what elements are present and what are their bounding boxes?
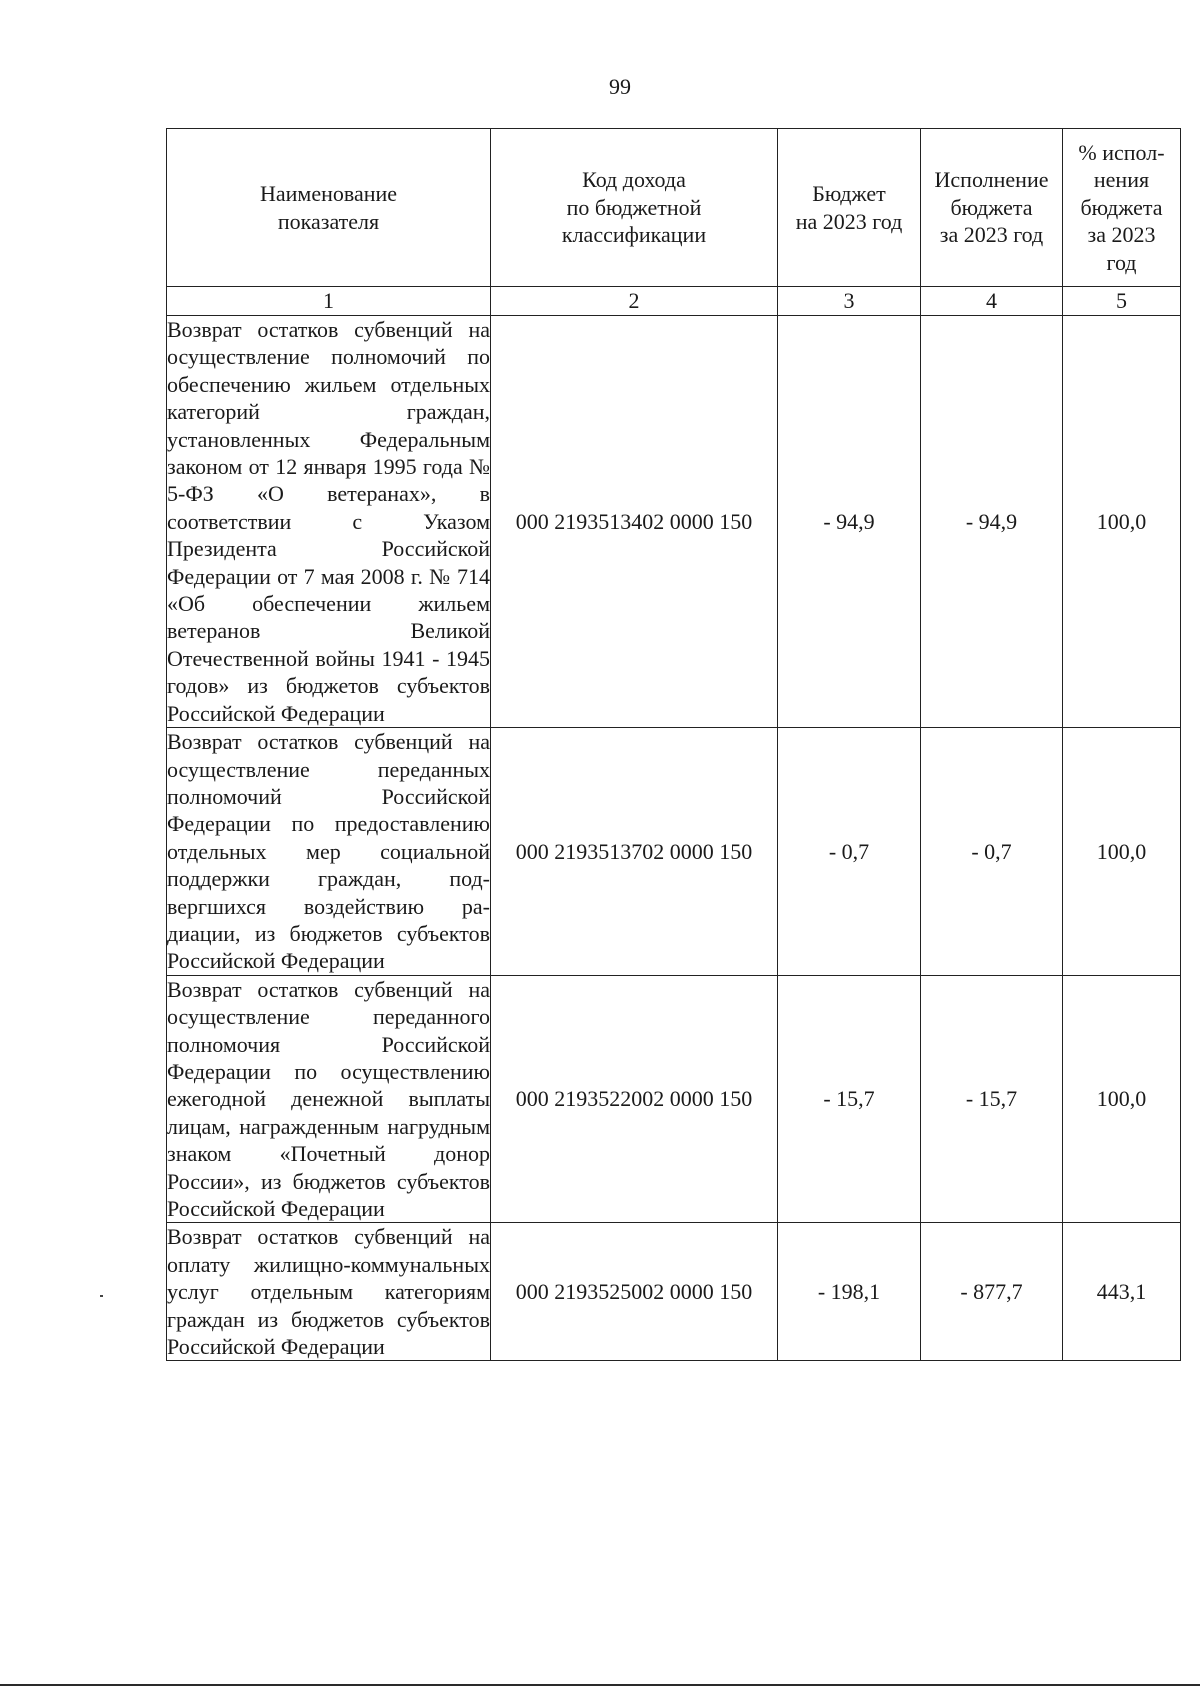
column-number-row xyxy=(167,287,1181,316)
header-execution xyxy=(921,129,1063,287)
execution-value: - 94,9 xyxy=(921,316,1063,728)
percent-value: 100,0 xyxy=(1063,316,1181,728)
column-number: 1 xyxy=(167,287,491,316)
header-budget xyxy=(778,129,921,287)
execution-value: - 15,7 xyxy=(921,975,1063,1223)
header-label: Исполнение бюджета за 2023 год xyxy=(934,167,1049,248)
scan-speck xyxy=(100,1295,103,1297)
income-code: 000 2193522002 0000 150 xyxy=(491,975,778,1223)
execution-value: - 877,7 xyxy=(921,1223,1063,1361)
table-header-row xyxy=(167,129,1181,287)
page-bottom-rule xyxy=(0,1684,1200,1686)
header-label: Бюджет на 2023 год xyxy=(795,181,903,234)
income-code: 000 2193525002 0000 150 xyxy=(491,1223,778,1361)
budget-table xyxy=(166,128,1181,1361)
header-label: Код дохода по бюджетной классификации xyxy=(561,167,707,248)
header-indicator-name xyxy=(167,129,491,287)
indicator-name: Возврат остатков субвенций на осуществление переданного полномочия Российской Федерации по осуществлению ежегодной денежной выплаты лицам, награжденным нагрудным знаком «Почетный донор России», из бюджетов субъектов Российской Федерации xyxy=(167,976,490,1221)
percent-value: 100,0 xyxy=(1063,975,1181,1223)
income-code: 000 2193513702 0000 150 xyxy=(491,728,778,976)
budget-value: - 198,1 xyxy=(778,1223,921,1361)
table-row xyxy=(167,728,1181,976)
column-number: 5 xyxy=(1063,287,1181,316)
percent-value: 443,1 xyxy=(1063,1223,1181,1361)
page-number: 99 xyxy=(609,74,631,99)
indicator-name: Возврат остатков субвенций на осуществление полномочий по обеспечению жильем отдельных категорий граждан, установленных Федеральным законом от 12 января 1995 года № 5-ФЗ «О ветеранах», в соответствии с Указом Президента Российской Федерации от 7 мая 2008 г. № 714 «Об обеспечении жильем ветеранов Великой Отечественной войны 1941 - 1945 годов» из бюджетов субъектов Российской Федерации xyxy=(167,317,490,726)
indicator-name: Возврат остатков субвенций на осуществление переданных полномочий Российской Федерации по предоставлению отдельных мер социальной поддержки граждан, подвергшихся воздействию радиации, из бюджетов субъектов Российской Федерации xyxy=(167,729,490,974)
budget-value: - 94,9 xyxy=(778,316,921,728)
indicator-name: Возврат остатков субвенций на оплату жилищно-коммунальных услуг отдельным категориям граждан из бюджетов субъектов Российской Федерации xyxy=(167,1224,490,1360)
column-number: 2 xyxy=(491,287,778,316)
header-label: % испол- нения бюджета за 2023 год xyxy=(1078,139,1165,275)
header-income-code xyxy=(491,129,778,287)
column-number: 3 xyxy=(778,287,921,316)
budget-value: - 15,7 xyxy=(778,975,921,1223)
table-row xyxy=(167,1223,1181,1361)
column-number: 4 xyxy=(921,287,1063,316)
table-row xyxy=(167,316,1181,728)
table-row xyxy=(167,975,1181,1223)
percent-value: 100,0 xyxy=(1063,728,1181,976)
execution-value: - 0,7 xyxy=(921,728,1063,976)
header-percent xyxy=(1063,129,1181,287)
budget-value: - 0,7 xyxy=(778,728,921,976)
header-label: Наименование показателя xyxy=(259,181,398,234)
income-code: 000 2193513402 0000 150 xyxy=(491,316,778,728)
